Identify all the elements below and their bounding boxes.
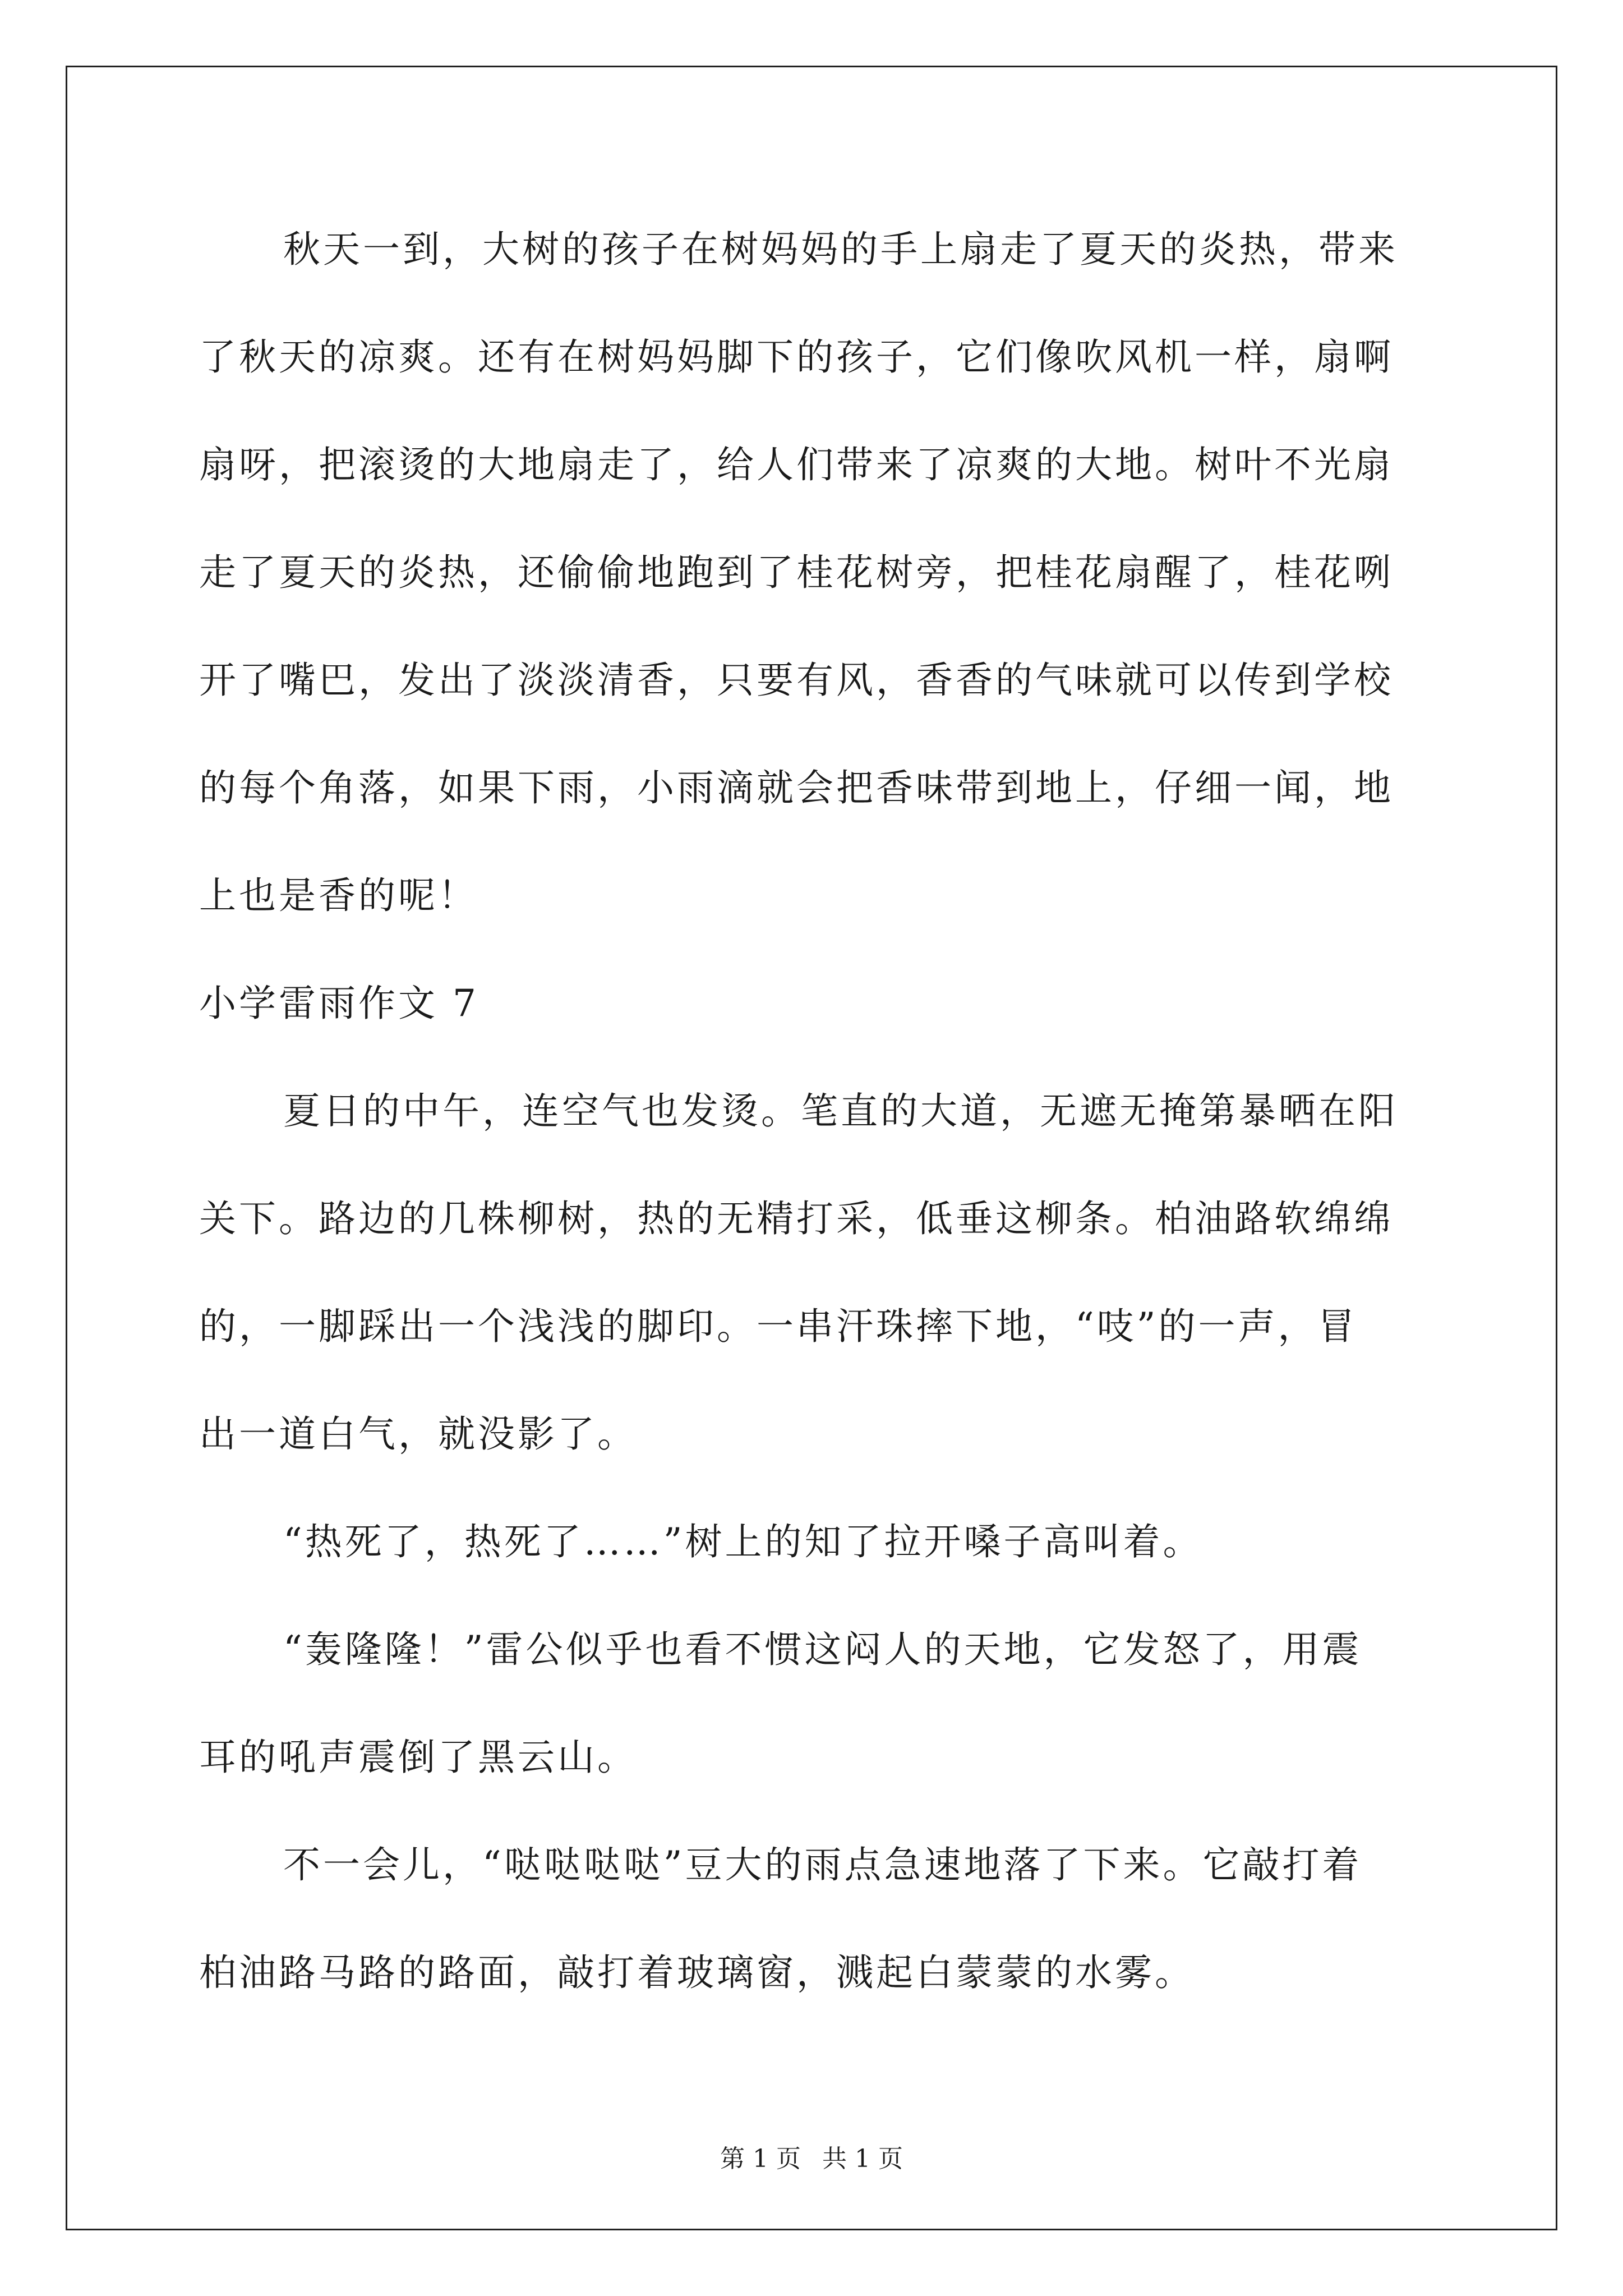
text-line: 柏油路马路的路面，敲打着玻璃窗，溅起白蒙蒙的水雾。 bbox=[199, 1951, 1195, 1994]
page-number-current: 第 1 页 bbox=[720, 2145, 801, 2173]
text-line: 了秋天的凉爽。还有在树妈妈脚下的孩子，它们像吹风机一样，扇啊 bbox=[199, 335, 1394, 379]
text-line: 扇呀，把滚烫的大地扇走了，给人们带来了凉爽的大地。树叶不光扇 bbox=[199, 443, 1394, 486]
text-line: 走了夏天的炎热，还偷偷地跑到了桂花树旁，把桂花扇醒了，桂花咧 bbox=[199, 551, 1394, 594]
text-line: 耳的吼声震倒了黑云山。 bbox=[199, 1736, 637, 1779]
text-line: 关下。路边的几株柳树，热的无精打采，低垂这柳条。柏油路软绵绵 bbox=[199, 1197, 1394, 1240]
text-line: 上也是香的呢！ bbox=[199, 874, 478, 917]
text-line: 的每个角落，如果下雨，小雨滴就会把香味带到地上，仔细一闻，地 bbox=[199, 766, 1394, 809]
text-line: 的，一脚踩出一个浅浅的脚印。一串汗珠摔下地，“吱”的一声，冒 bbox=[199, 1305, 1358, 1348]
text-line: 小学雷雨作文 7 bbox=[199, 982, 479, 1025]
document-body bbox=[199, 222, 1433, 2053]
text-line: “热死了，热死了……”树上的知了拉开嗓子高叫着。 bbox=[283, 1520, 1203, 1563]
text-line: 夏日的中午，连空气也发烫。笔直的大道，无遮无掩第暴晒在阳 bbox=[283, 1089, 1398, 1133]
page-footer bbox=[0, 2138, 1623, 2174]
text-line: 出一道白气，就没影了。 bbox=[199, 1412, 637, 1456]
text-line: “轰隆隆！”雷公似乎也看不惯这闷人的天地，它发怒了，用震 bbox=[283, 1628, 1362, 1671]
text-line: 秋天一到，大树的孩子在树妈妈的手上扇走了夏天的炎热，带来 bbox=[283, 228, 1398, 271]
page-number-total: 共 1 页 bbox=[822, 2145, 903, 2173]
text-line: 开了嘴巴，发出了淡淡清香，只要有风，香香的气味就可以传到学校 bbox=[199, 659, 1394, 702]
text-line: 不一会儿，“哒哒哒哒”豆大的雨点急速地落了下来。它敲打着 bbox=[283, 1843, 1362, 1887]
